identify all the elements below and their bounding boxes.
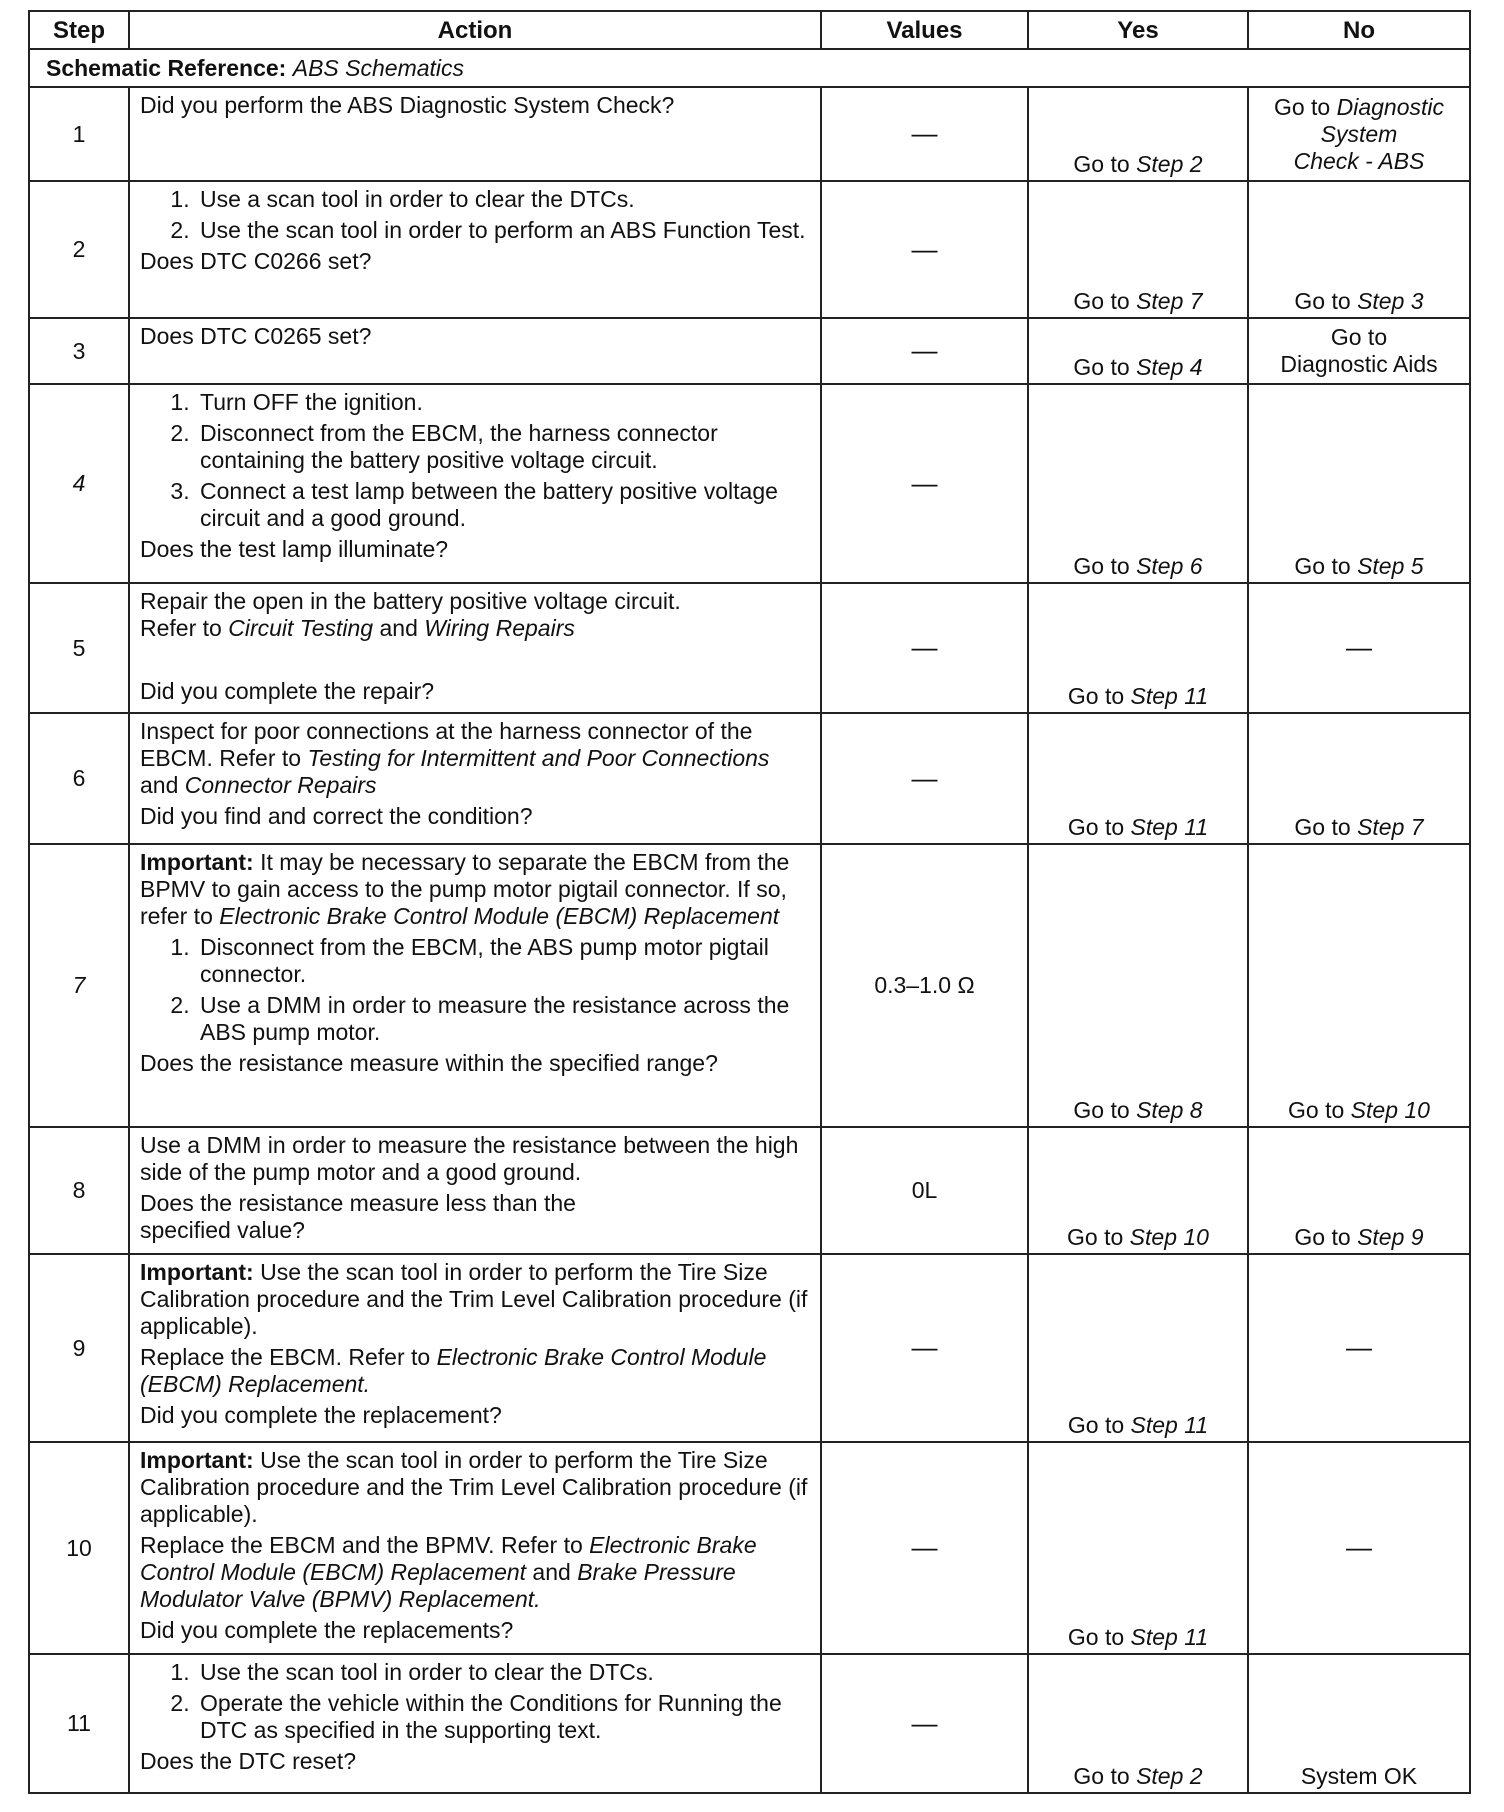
yes-text: Go to xyxy=(1067,683,1131,709)
question: Did you complete the replacements? xyxy=(140,1617,514,1643)
table-row xyxy=(29,1254,1470,1442)
yes-text: Go to xyxy=(1073,553,1137,579)
question: Did you find and correct the condition? xyxy=(140,803,533,829)
important-note xyxy=(140,849,810,930)
header-values: Values xyxy=(821,11,1028,49)
yes-text: Go to xyxy=(1073,1763,1137,1789)
value-cell xyxy=(821,87,1028,181)
procedure-item: 2. Use the scan tool in order to perform an ABS Function Test. xyxy=(196,217,810,244)
important-note xyxy=(140,1259,810,1340)
value-dash: — xyxy=(911,233,938,264)
reference-link: Brake Pressure Modulator Valve (BPMV) Replacement. xyxy=(140,1559,736,1612)
instruction-text: Replace the EBCM and the BPMV. Refer to xyxy=(140,1532,590,1558)
action-cell xyxy=(129,583,821,713)
value-dash: — xyxy=(911,1707,938,1738)
yes-step-ref: Step 2 xyxy=(1136,151,1203,177)
table-row xyxy=(29,844,1470,1127)
procedure-item: 2. Operate the vehicle within the Conditions for Running the DTC as specified in the supporting text. xyxy=(196,1690,810,1744)
no-text: Go to xyxy=(1294,1224,1358,1250)
table-row xyxy=(29,181,1470,318)
question: Does the resistance measure within the specified range? xyxy=(140,1050,718,1076)
no-dash: — xyxy=(1346,632,1372,662)
instruction xyxy=(140,1532,810,1613)
no-cell xyxy=(1248,1442,1470,1654)
no-step-ref: Step 10 xyxy=(1350,1097,1430,1123)
procedure-item: 1. Use a scan tool in order to clear the DTCs. xyxy=(196,186,810,213)
no-text: Go to xyxy=(1294,553,1358,579)
instruction-text: Refer to xyxy=(140,615,229,641)
yes-text: Go to xyxy=(1067,1624,1131,1650)
question: Does DTC C0266 set? xyxy=(140,248,372,274)
action-cell xyxy=(129,1442,821,1654)
important-note xyxy=(140,1447,810,1528)
value-cell xyxy=(821,1254,1028,1442)
value-dash: — xyxy=(911,632,938,662)
question: Does the DTC reset? xyxy=(140,1748,357,1774)
schematic-value: ABS Schematics xyxy=(292,54,465,81)
action-cell xyxy=(129,318,821,384)
no-cell xyxy=(1248,844,1470,1127)
no-step-ref: Step 5 xyxy=(1357,553,1424,579)
procedure-list xyxy=(140,186,810,244)
step-number: 11 xyxy=(29,1654,129,1793)
no-text: Go to xyxy=(1288,1097,1351,1123)
yes-text: Go to xyxy=(1067,1224,1130,1250)
yes-step-ref: Step 11 xyxy=(1130,1412,1209,1438)
instruction xyxy=(140,588,810,642)
table-row xyxy=(29,1654,1470,1793)
no-cell xyxy=(1248,384,1470,583)
no-dash: — xyxy=(1346,1532,1372,1562)
value-cell xyxy=(821,318,1028,384)
value-cell xyxy=(821,713,1028,844)
procedure-list xyxy=(140,389,810,532)
no-cell xyxy=(1248,87,1470,181)
step-number: 1 xyxy=(29,87,129,181)
value-dash: — xyxy=(911,467,938,498)
value-cell: 0.3–1.0 Ω xyxy=(821,844,1028,1127)
yes-text: Go to xyxy=(1067,1412,1131,1438)
instruction-text: Replace the EBCM. Refer to xyxy=(140,1344,437,1370)
question: Does the test lamp illuminate? xyxy=(140,536,449,562)
action-cell xyxy=(129,713,821,844)
procedure-item: 1. Use the scan tool in order to clear the DTCs. xyxy=(196,1659,810,1686)
diagnostic-table xyxy=(28,10,1471,1794)
yes-cell xyxy=(1028,318,1248,384)
yes-step-ref: Step 4 xyxy=(1136,354,1203,380)
yes-cell xyxy=(1028,844,1248,1127)
table-row xyxy=(29,384,1470,583)
value-cell xyxy=(821,181,1028,318)
yes-cell xyxy=(1028,1654,1248,1793)
procedure-item: 2. Disconnect from the EBCM, the harness connector containing the battery positive voltage circuit. xyxy=(196,420,810,474)
yes-step-ref: Step 10 xyxy=(1129,1224,1209,1250)
instruction-text: Repair the open in the battery positive voltage circuit. xyxy=(140,588,681,614)
table-row xyxy=(29,87,1470,181)
reference-link: Connector Repairs xyxy=(184,772,377,798)
procedure-item: 2. Use a DMM in order to measure the resistance across the ABS pump motor. xyxy=(196,992,810,1046)
reference-link: Testing for Intermittent and Poor Connections xyxy=(307,745,770,771)
instruction xyxy=(140,718,810,799)
header-row xyxy=(29,11,1470,49)
procedure-item: 1. Turn OFF the ignition. xyxy=(196,389,810,416)
value-cell xyxy=(821,1654,1028,1793)
header-step: Step xyxy=(29,11,129,49)
schematic-reference-row xyxy=(29,49,1470,87)
no-cell xyxy=(1248,713,1470,844)
question: Did you complete the repair? xyxy=(140,678,435,704)
value-dash: — xyxy=(911,1332,938,1362)
table-row xyxy=(29,713,1470,844)
question: Did you complete the replacement? xyxy=(140,1402,502,1428)
yes-cell xyxy=(1028,384,1248,583)
yes-step-ref: Step 11 xyxy=(1130,1624,1209,1650)
yes-cell xyxy=(1028,1127,1248,1254)
value-cell xyxy=(821,384,1028,583)
header-yes: Yes xyxy=(1028,11,1248,49)
instruction-text: and xyxy=(373,615,425,641)
value-cell: 0L xyxy=(821,1127,1028,1254)
instruction xyxy=(140,1344,810,1398)
important-label: Important: xyxy=(140,849,254,875)
yes-cell xyxy=(1028,181,1248,318)
yes-text: Go to xyxy=(1067,814,1131,840)
instruction-text: It may be necessary to separate the EBCM from the BPMV to gain access to the pump motor pigtail connector. If so, refer to xyxy=(140,849,790,929)
question: Did you perform the ABS Diagnostic System Check? xyxy=(140,92,675,118)
value-dash: — xyxy=(911,118,938,148)
action-cell xyxy=(129,87,821,181)
step-number: 4 xyxy=(29,384,129,583)
yes-cell xyxy=(1028,87,1248,181)
reference-link: Wiring Repairs xyxy=(424,615,575,641)
header-no: No xyxy=(1248,11,1470,49)
yes-text: Go to xyxy=(1073,354,1137,380)
value-cell xyxy=(821,583,1028,713)
yes-text: Go to xyxy=(1073,1097,1137,1123)
yes-cell xyxy=(1028,1254,1248,1442)
no-cell xyxy=(1248,181,1470,318)
procedure-list xyxy=(140,934,810,1046)
value-dash: — xyxy=(911,1532,938,1562)
instruction-text: Use the scan tool in order to perform the Tire Size Calibration procedure and the Trim Level Calibration procedure (if applicable). xyxy=(140,1447,808,1527)
step-number: 7 xyxy=(29,844,129,1127)
action-cell xyxy=(129,1654,821,1793)
yes-step-ref: Step 11 xyxy=(1130,814,1209,840)
schematic-label: Schematic Reference: xyxy=(46,54,287,81)
no-cell xyxy=(1248,1254,1470,1442)
yes-step-ref: Step 7 xyxy=(1136,288,1203,314)
table-row xyxy=(29,318,1470,384)
value-dash: — xyxy=(911,335,938,365)
procedure-item: 1. Disconnect from the EBCM, the ABS pump motor pigtail connector. xyxy=(196,934,810,988)
no-text: Go to xyxy=(1294,814,1358,840)
no-ref: Diagnostic xyxy=(1336,93,1445,120)
yes-text: Go to xyxy=(1073,151,1137,177)
step-number: 6 xyxy=(29,713,129,844)
no-dash: — xyxy=(1346,1332,1372,1362)
step-number: 8 xyxy=(29,1127,129,1254)
no-cell xyxy=(1248,1127,1470,1254)
value-cell xyxy=(821,1442,1028,1654)
no-cell xyxy=(1248,318,1470,384)
yes-cell xyxy=(1028,583,1248,713)
header-action: Action xyxy=(129,11,821,49)
instruction-text: and xyxy=(140,772,185,798)
table-row xyxy=(29,1442,1470,1654)
yes-cell xyxy=(1028,713,1248,844)
question: Does the resistance measure less than the specified value? xyxy=(140,1190,576,1243)
table-row xyxy=(29,1127,1470,1254)
no-step-ref: Step 9 xyxy=(1357,1224,1424,1250)
procedure-list xyxy=(140,1659,810,1744)
step-number: 10 xyxy=(29,1442,129,1654)
no-step-ref: Step 3 xyxy=(1357,288,1424,314)
reference-link: Electronic Brake Control Module (EBCM) Replacement xyxy=(219,903,780,929)
action-cell xyxy=(129,844,821,1127)
table-row xyxy=(29,583,1470,713)
value-dash: — xyxy=(911,762,938,793)
reference-link: Electronic Brake Control Module (EBCM) Replacement xyxy=(140,1532,757,1585)
yes-text: Go to xyxy=(1073,288,1137,314)
yes-step-ref: Step 2 xyxy=(1136,1763,1203,1789)
no-text: Go to xyxy=(1294,288,1358,314)
action-cell xyxy=(129,384,821,583)
no-cell: System OK xyxy=(1248,1654,1470,1793)
step-number: 3 xyxy=(29,318,129,384)
no-text: Go to xyxy=(1273,93,1337,120)
reference-link: Electronic Brake Control Module (EBCM) Replacement. xyxy=(140,1344,767,1397)
no-text: Diagnostic Aids xyxy=(1280,351,1438,377)
yes-step-ref: Step 8 xyxy=(1136,1097,1203,1123)
important-label: Important: xyxy=(140,1259,254,1285)
action-cell xyxy=(129,1254,821,1442)
instruction-text: and xyxy=(526,1559,578,1585)
action-cell xyxy=(129,1127,821,1254)
no-cell xyxy=(1248,583,1470,713)
yes-step-ref: Step 6 xyxy=(1136,553,1203,579)
no-step-ref: Step 7 xyxy=(1357,814,1424,840)
action-cell xyxy=(129,181,821,318)
procedure-item: 3. Connect a test lamp between the battery positive voltage circuit and a good ground. xyxy=(196,478,810,532)
yes-step-ref: Step 11 xyxy=(1130,683,1209,709)
instruction-text: Use the scan tool in order to perform the Tire Size Calibration procedure and the Trim Level Calibration procedure (if applicable). xyxy=(140,1259,808,1339)
yes-cell xyxy=(1028,1442,1248,1654)
step-number: 2 xyxy=(29,181,129,318)
reference-link: Circuit Testing xyxy=(228,615,374,641)
no-ref: System xyxy=(1320,120,1398,147)
question: Does DTC C0265 set? xyxy=(140,323,372,349)
instruction: Use a DMM in order to measure the resistance between the high side of the pump motor and a good ground. xyxy=(140,1132,799,1185)
instruction-text: Inspect for poor connections at the harness connector of the EBCM. Refer to xyxy=(140,718,753,771)
no-text: Go to xyxy=(1330,324,1388,350)
important-label: Important: xyxy=(140,1447,254,1473)
no-ref: Check - ABS xyxy=(1293,147,1425,174)
step-number: 9 xyxy=(29,1254,129,1442)
step-number: 5 xyxy=(29,583,129,713)
